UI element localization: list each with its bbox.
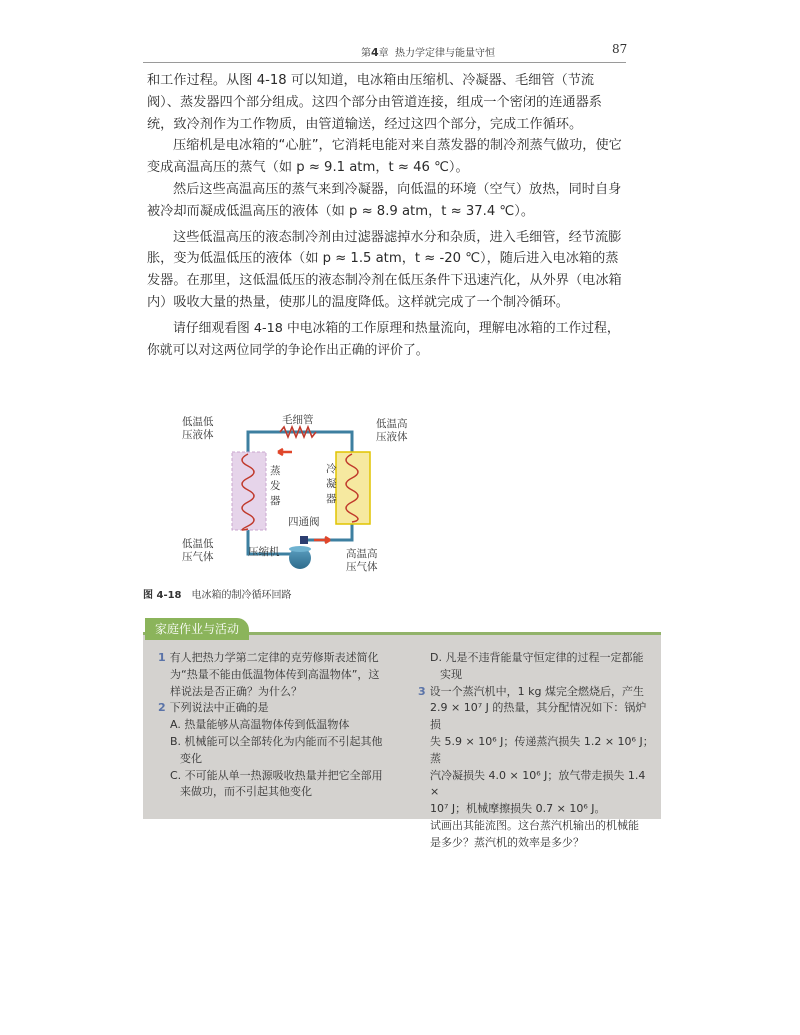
label-condenser: 冷 凝 器 (326, 463, 337, 505)
reading-note: 请仔细观看图 4-18 中电冰箱的工作原理和热量流向，理解电冰箱的工作过程，你就可以对这两位同学的争论作出正确的评价了。 (147, 320, 620, 358)
label-high-temp-high-pressure-gas: 高温高 压气体 (346, 548, 378, 573)
homework-title: 家庭作业与活动 (145, 618, 249, 640)
refrigerator-cycle-figure (180, 412, 440, 588)
label-low-temp-low-pressure-gas: 低温低 压气体 (182, 538, 214, 563)
condenser-box (336, 452, 370, 524)
label-capillary: 毛细管 (282, 414, 314, 426)
running-header (361, 44, 495, 59)
question-2: 2 下列说法中正确的是 (158, 701, 269, 715)
header-divider (143, 62, 626, 63)
homework-left-column: 1 有人把热力学第二定律的克劳修斯表述简化 为“热量不能由低温物体传到高温物体”，这 样说法是否正确？为什么？ 2 下列说法中正确的是 A. 热量能够从高温物体传到低温物体 B. 机械能可以全部转化为内能而不引起其他 变化 C. 不可能从单一热源吸收热量并把它全部用 来做功，而不引起其他变化 (158, 650, 406, 801)
chapter-prefix: 第 (361, 48, 371, 59)
four-way-valve (300, 536, 308, 544)
body-text (147, 70, 625, 361)
homework-right-column: D. 凡是不违背能量守恒定律的过程一定都能 实现 3 设一个蒸汽机中，1 kg 煤完全燃烧后，产生 2.9 × 10⁷ J 的热量，其分配情况如下：锅炉损 失 5.9 × 10⁶ J；传递蒸汽损失 1.2 × 10⁶ J；蒸 汽冷凝损失 4.0 × 10⁶ J；放气带走损失 1.4 × 10⁷ J；机械摩擦损失 0.7 × 10⁶ J。 试画出其能流图。这台蒸汽机输出的机械能 是多少？蒸汽机的效率是多少？ (418, 651, 654, 849)
chapter-title: 热力学定律与能量守恒 (395, 48, 496, 59)
question-1: 1 有人把热力学第二定律的克劳修斯表述简化 (158, 651, 379, 664)
label-low-temp-high-pressure-liquid: 低温高 压液体 (376, 418, 408, 443)
paragraph-1: 和工作过程。从图 4-18 可以知道，电冰箱由压缩机、冷凝器、毛细管（节流阀）、蒸发器四个部分组成。这四个部分由管道连接，组成一个密闭的连通器系统，致冷剂作为工作物质，由管道输送，经过这四个部分，完成工作循环。 (147, 73, 602, 132)
figure-caption-text: 电冰箱的制冷循环回路 (191, 590, 292, 601)
flow-arrow-top (278, 449, 292, 455)
question-number: 2 (158, 701, 166, 715)
question-number: 1 (158, 651, 166, 664)
label-evaporator: 蒸 发 器 (270, 465, 281, 507)
label-low-temp-low-pressure-liquid: 低温低 压液体 (182, 416, 214, 441)
chapter-number: 4 (371, 46, 379, 59)
question-number: 3 (418, 684, 426, 698)
paragraph-3: 然后这些高温高压的蒸气来到冷凝器，向低温的环境（空气）放热，同时自身被冷却而凝成低温高压的液体（如 p ≈ 8.9 atm，t ≈ 37.4 ℃）。 (147, 181, 622, 219)
option-a: A. 热量能够从高温物体传到低温物体 (170, 718, 350, 732)
option-c: C. 不可能从单一热源吸收热量并把它全部用 (170, 768, 383, 782)
label-compressor: 压缩机 (248, 546, 280, 558)
paragraph-4: 这些低温高压的液态制冷剂由过滤器滤掉水分和杂质，进入毛细管，经节流膨胀，变为低温低压的液体（如 p ≈ 1.5 atm，t ≈ -20 ℃），随后进入电冰箱的蒸发器。在那里，这低温低压的液态制冷剂在低压条件下迅速汽化，从外界（电冰箱内）吸收大量的热量，使那儿的温度降低。这样就完成了一个制冷循环。 (147, 229, 622, 310)
figure-caption (143, 586, 292, 601)
capillary-coil (280, 427, 316, 437)
option-d: D. 凡是不违背能量守恒定律的过程一定都能 (430, 651, 644, 664)
figure-number: 图 4-18 (143, 590, 182, 601)
page-number: 87 (612, 42, 628, 56)
option-b: B. 机械能可以全部转化为内能而不引起其他 (170, 734, 383, 748)
chapter-suffix: 章 (378, 48, 389, 59)
question-3: 3 设一个蒸汽机中，1 kg 煤完全燃烧后，产生 (418, 684, 644, 698)
label-four-way-valve: 四通阀 (288, 516, 320, 528)
paragraph-2: 压缩机是电冰箱的“心脏”，它消耗电能对来自蒸发器的制冷剂蒸气做功，使它变成高温高压的蒸气（如 p ≈ 9.1 atm，t ≈ 46 ℃）。 (147, 138, 622, 176)
flow-arrow-bottom (314, 537, 330, 543)
